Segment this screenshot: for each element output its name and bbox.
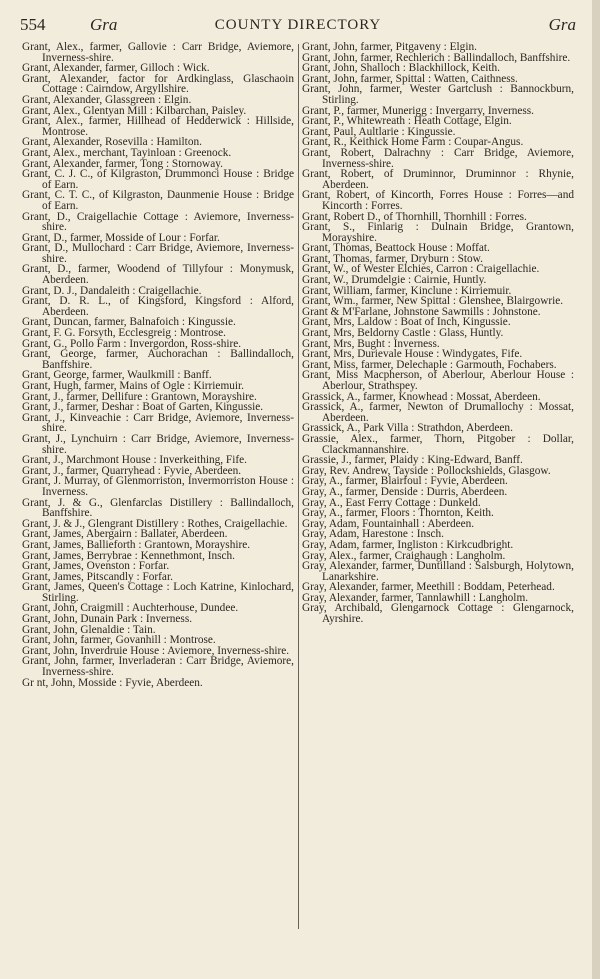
directory-entry: Grant, John, Craigmill : Auchterhouse, Dundee. (22, 602, 239, 615)
directory-entry: Grant, Wm., farmer, New Spittal : Glenshee, Blairgowrie. (302, 295, 564, 308)
directory-entry: Gray, Adam, Fountainhall : Aberdeen. (302, 517, 475, 530)
directory-entry: Grant, C. J. C., of Kilgraston, Drummonci House : Bridge of Earn. (22, 168, 294, 191)
directory-entry: Grant, D., Craigellachie Cottage : Aviemore, Inverness-shire. (22, 210, 294, 234)
directory-entry: Grant, D. J., Dandaleith : Craigellachie. (22, 284, 202, 297)
directory-entry: Grant, Duncan, farmer, Balnafoich : Kingussie. (22, 316, 236, 329)
directory-entry: Grant, John, farmer, Inverladeran : Carr Bridge, Aviemore, Inverness-shire. (22, 655, 294, 679)
directory-entry: Grant, Alex., Glentyan Mill : Kilbarchan, Paisley. (22, 104, 247, 117)
directory-entry: Grant, G., Pollo Farm : Invergordon, Ross-shire. (22, 337, 242, 350)
directory-entry: Gray, Archibald, Glengarnock Cottage : Glengarnock, Ayrshire. (302, 602, 574, 626)
directory-entry: Grant, C. T. C., of Kilgraston, Daunmenie House : Bridge of Earn. (22, 189, 294, 212)
directory-entry: Grant, J., Marchmont House : Inverkeithing, Fife. (22, 454, 247, 467)
directory-entry: Grant, Mrs, Laldow : Boat of Inch, Kingussie. (302, 316, 511, 329)
directory-entry: Grant, P., farmer, Munerigg : Invergarry, Inverness. (302, 104, 535, 117)
directory-entry: Grant, D., farmer, Mosside of Lour : Forfar. (22, 231, 220, 244)
directory-entry: Grant, Robert, of Kincorth, Forres House : Forres—and Kincorth : Forres. (302, 189, 574, 212)
directory-entry: Grassick, A., farmer, Knowhead : Mossat, Aberdeen. (302, 390, 541, 403)
column-divider (298, 44, 299, 929)
directory-entry: Grant, J. & J., Glengrant Distillery : Rothes, Craigellachie. (22, 517, 288, 530)
directory-entry: Grant, Robert, of Druminnor, Druminnor : Rhynie, Aberdeen. (302, 168, 574, 191)
directory-entry: Grant, James, Berrybrae : Kennethmont, Insch. (22, 549, 236, 562)
directory-entry: Grant, J., Lynchuirn : Carr Bridge, Aviemore, Inverness-shire. (22, 432, 294, 456)
directory-entry: Grassie, J., farmer, Plaidy : King-Edward, Banff. (302, 454, 523, 467)
right-column (302, 42, 574, 625)
directory-entry: Grant, John, farmer, Pitgaveny : Elgin. (302, 41, 477, 53)
left-column (22, 42, 294, 688)
directory-entry: Gray, Alex., farmer, Craighaugh : Langholm. (302, 549, 506, 562)
directory-entry: Grant, S., Finlarig : Dulnain Bridge, Grantown, Morayshire. (302, 221, 574, 244)
directory-entry: Grant, Paul, Aultlarie : Kingussie. (302, 125, 456, 138)
directory-entry: Grant, J. Murray, of Glenmorriston, Invermorriston House : Inverness. (22, 475, 294, 498)
right-guide-word: Gra (548, 15, 576, 34)
directory-entry: Grant & M'Farlane, Johnstone Sawmills : Johnstone. (302, 305, 541, 318)
page-title: COUNTY DIRECTORY (214, 17, 382, 33)
directory-entry: Grant, Alex., farmer, Hillhead of Hedderwick : Hillside, Montrose. (22, 115, 294, 138)
directory-entry: Grant, John, farmer, Wester Gartclush : Bannockburn, Stirling. (302, 83, 574, 106)
directory-entry: Grant, Mrs, Beldorny Castle : Glass, Huntly. (302, 327, 504, 340)
directory-entry: Grant, James, Pitscandly : Forfar. (22, 570, 173, 583)
directory-entry: Grant, D., Mullochard : Carr Bridge, Aviemore, Inverness-shire. (22, 242, 294, 265)
directory-entry: Grant, Alexander, Glassgreen : Elgin. (22, 93, 192, 106)
directory-entry: Grant, William, farmer, Kinclune : Kirriemuir. (302, 284, 512, 297)
directory-entry: Grant, Alex., farmer, Gallovie : Carr Bridge, Aviemore, Inverness-shire. (22, 41, 294, 64)
directory-entry: Grant, John, Inverdruie House : Aviemore, Inverness-shire. (22, 644, 290, 657)
directory-entry: Grant, Hugh, farmer, Mains of Ogle : Kirriemuir. (22, 380, 244, 392)
directory-entry: Grant, Alex., merchant, Tayinloan : Greenock. (22, 146, 232, 159)
directory-entry: Gray, A., East Ferry Cottage : Dunkeld. (302, 496, 481, 509)
directory-entry: Grant, W., of Wester Elchies, Carron : Craigellachie. (302, 263, 540, 276)
directory-entry: Grant, George, farmer, Waulkmill : Banff. (22, 369, 212, 382)
directory-entry: Gray, A., farmer, Denside : Durris, Aberdeen. (302, 485, 508, 498)
directory-entry: Grassick, A., Park Villa : Strathdon, Aberdeen. (302, 422, 513, 435)
directory-entry: Gray, Alexander, farmer, Tannlawhill : Langholm. (302, 591, 529, 604)
directory-entry: Grant, Robert, Dalrachny : Carr Bridge, Aviemore, Inverness-shire. (302, 146, 574, 170)
directory-entry: Gray, Rev. Andrew, Tayside : Pollockshields, Glasgow. (302, 464, 551, 477)
directory-entry: Grant, John, Glenaldie : Tain. (22, 623, 156, 636)
directory-entry: Grant, Thomas, Beattock House : Moffat. (302, 242, 490, 255)
directory-entry: Grant, J., farmer, Quarryhead : Fyvie, Aberdeen. (22, 464, 242, 477)
directory-entry: Grant, John, farmer, Spittal : Watten, Caithness. (302, 72, 518, 85)
directory-entry: Grant, Alexander, farmer, Tong : Stornoway. (22, 157, 223, 170)
directory-entry: Grant, Miss Macpherson, of Aberlour, Aberlour House : Aberlour, Strathspey. (302, 369, 574, 392)
directory-entry: Grant, D., farmer, Woodend of Tillyfour : Monymusk, Aberdeen. (22, 263, 294, 287)
directory-entry: Grant, James, Ovenston : Forfar. (22, 560, 170, 573)
directory-entry: Grant, F. G. Forsyth, Ecclesgreig : Montrose. (22, 327, 226, 340)
directory-entry: Grant, R., Keithick Home Farm : Coupar-Angus. (302, 136, 524, 149)
directory-entry: Grant, Mrs, Durievale House : Windygates, Fife. (302, 348, 523, 361)
directory-entry: Gray, Alexander, farmer, Duntilland : Salsburgh, Holytown, Lanarkshire. (302, 560, 574, 583)
directory-entry: Grant, Miss, farmer, Delechaple : Garmouth, Fochabers. (302, 358, 557, 371)
directory-entry: Grant, John, Dunain Park : Inverness. (22, 613, 193, 626)
directory-entry: Grassie, Alex., farmer, Thorn, Pitgober : Dollar, Clackmannanshire. (302, 432, 574, 456)
directory-entry: Grant, J. & G., Glenfarclas Distillery : Ballindalloch, Banffshire. (22, 496, 294, 520)
directory-entry: Gray, Adam, Harestone : Insch. (302, 528, 445, 541)
directory-entry: Gray, Adam, farmer, Ingliston : Kirkcudbright. (302, 538, 514, 551)
directory-entry: Grant, J., farmer, Dellifure : Grantown, Morayshire. (22, 390, 257, 403)
directory-entry: Grant, George, farmer, Auchorachan : Ballindalloch, Banffshire. (22, 348, 294, 371)
directory-entry: Grant, D. R. L., of Kingsford, Kingsford : Alford, Aberdeen. (22, 295, 294, 318)
directory-entry: Grant, John, farmer, Govanhill : Montrose. (22, 634, 216, 647)
directory-entry: Grant, Thomas, farmer, Dryburn : Stow. (302, 252, 483, 265)
directory-entry: Grant, Alexander, Rosevilla : Hamilton. (22, 136, 202, 149)
page-number: 554 (20, 15, 46, 34)
directory-entry: Grant, James, Ballieforth : Grantown, Morayshire. (22, 538, 251, 551)
directory-entry: Grant, John, Shalloch : Blackhillock, Keith. (302, 62, 500, 75)
left-guide-word: Gra (90, 15, 118, 34)
directory-entry: Grant, Robert D., of Thornhill, Thornhill : Forres. (302, 210, 527, 223)
directory-entry: Gray, A., farmer, Blairfoul : Fyvie, Aberdeen. (302, 475, 508, 488)
directory-entry: Grant, W., Drumdelgie : Cairnie, Huntly. (302, 274, 487, 287)
directory-entry: Gray, Alexander, farmer, Meethill : Boddam, Peterhead. (302, 581, 555, 594)
directory-entry: Grant, J., Kinveachie : Carr Bridge, Aviemore, Inverness-shire. (22, 411, 294, 435)
directory-entry: Grant, James, Queen's Cottage : Loch Katrine, Kinlochard, Stirling. (22, 581, 294, 604)
directory-entry: Gray, A., farmer, Floors : Thornton, Keith. (302, 507, 494, 520)
directory-entry: Grant, John, farmer, Rechlerich : Ballindalloch, Banffshire. (302, 51, 571, 64)
directory-entry: Grant, Alexander, farmer, Gilloch : Wick. (22, 62, 210, 75)
directory-entry: Grant, Alexander, factor for Ardkinglass, Glaschaoin Cottage : Cairndow, Argyllshire. (22, 72, 294, 96)
directory-entry: Grant, James, Abergairn : Ballater, Aberdeen. (22, 528, 228, 541)
directory-entry: Gr nt, John, Mosside : Fyvie, Aberdeen. (22, 676, 203, 689)
directory-entry: Grant, P., Whitewreath : Heath Cottage, Elgin. (302, 115, 512, 128)
page-header (20, 14, 576, 36)
directory-entry: Grant, J., farmer, Deshar : Boat of Garten, Kingussie. (22, 401, 264, 414)
directory-entry: Grassick, A., farmer, Newton of Drumallochy : Mossat, Aberdeen. (302, 401, 574, 424)
page-edge (592, 0, 600, 979)
directory-entry: Grant, Mrs, Bught : Inverness. (302, 337, 440, 350)
